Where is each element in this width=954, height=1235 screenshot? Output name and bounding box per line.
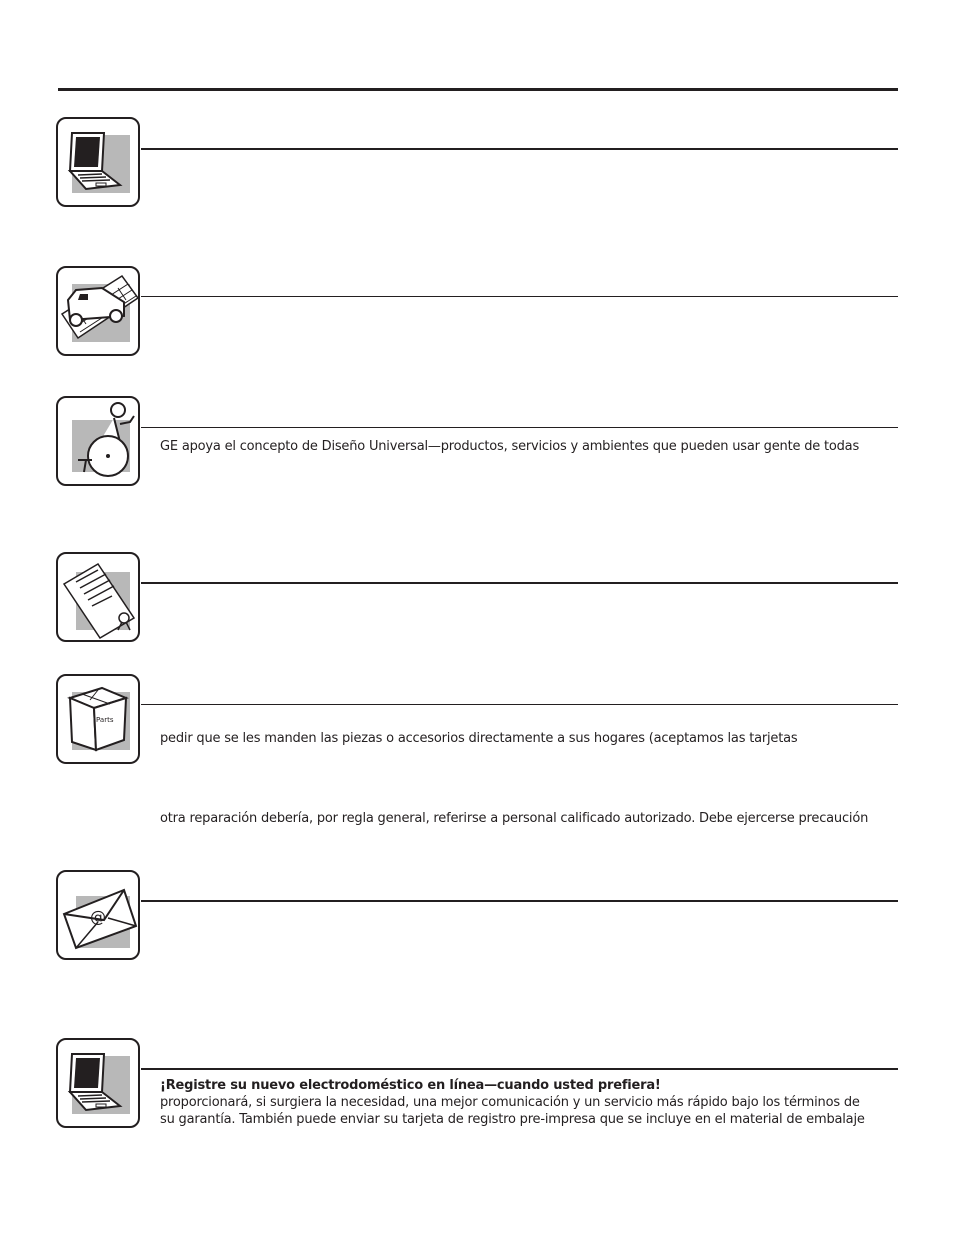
laptop-icon xyxy=(56,1038,140,1128)
section-rule xyxy=(141,1068,898,1070)
register-text-line-1: proporcionará, si surgiera la necesidad, una mejor comunicación y un servicio más rápido bajo los términos de xyxy=(160,1095,860,1110)
svg-text:@: @ xyxy=(90,907,106,926)
wheelchair-user-icon xyxy=(56,396,140,486)
section-rule xyxy=(141,427,898,428)
service-van-calendar-icon xyxy=(56,266,140,356)
svg-text:Parts: Parts xyxy=(96,716,114,724)
section-rule xyxy=(141,704,898,705)
register-text-line-2: su garantía. También puede enviar su tarjeta de registro pre-impresa que se incluye en el material de embalaje xyxy=(160,1112,865,1127)
section-rule xyxy=(141,148,898,150)
section-rule xyxy=(141,582,898,584)
laptop-icon xyxy=(56,117,140,207)
section-rule xyxy=(141,900,898,902)
warranty-certificate-icon xyxy=(56,552,140,642)
email-envelope-icon xyxy=(56,870,140,960)
parts-text-line-2: otra reparación debería, por regla general, referirse a personal calificado autorizado. Debe ejercerse precaución xyxy=(160,811,869,826)
parts-text-line-1: pedir que se les manden las piezas o accesorios directamente a sus hogares (aceptamos las tarjetas xyxy=(160,731,798,746)
register-heading: ¡Registre su nuevo electrodoméstico en línea—cuando usted prefiera! xyxy=(160,1078,661,1093)
parts-box-icon xyxy=(56,674,140,764)
page-top-rule xyxy=(58,88,898,91)
section-rule xyxy=(141,296,898,297)
universal-design-text: GE apoya el concepto de Diseño Universal—productos, servicios y ambientes que pueden usar gente de todas xyxy=(160,439,860,454)
